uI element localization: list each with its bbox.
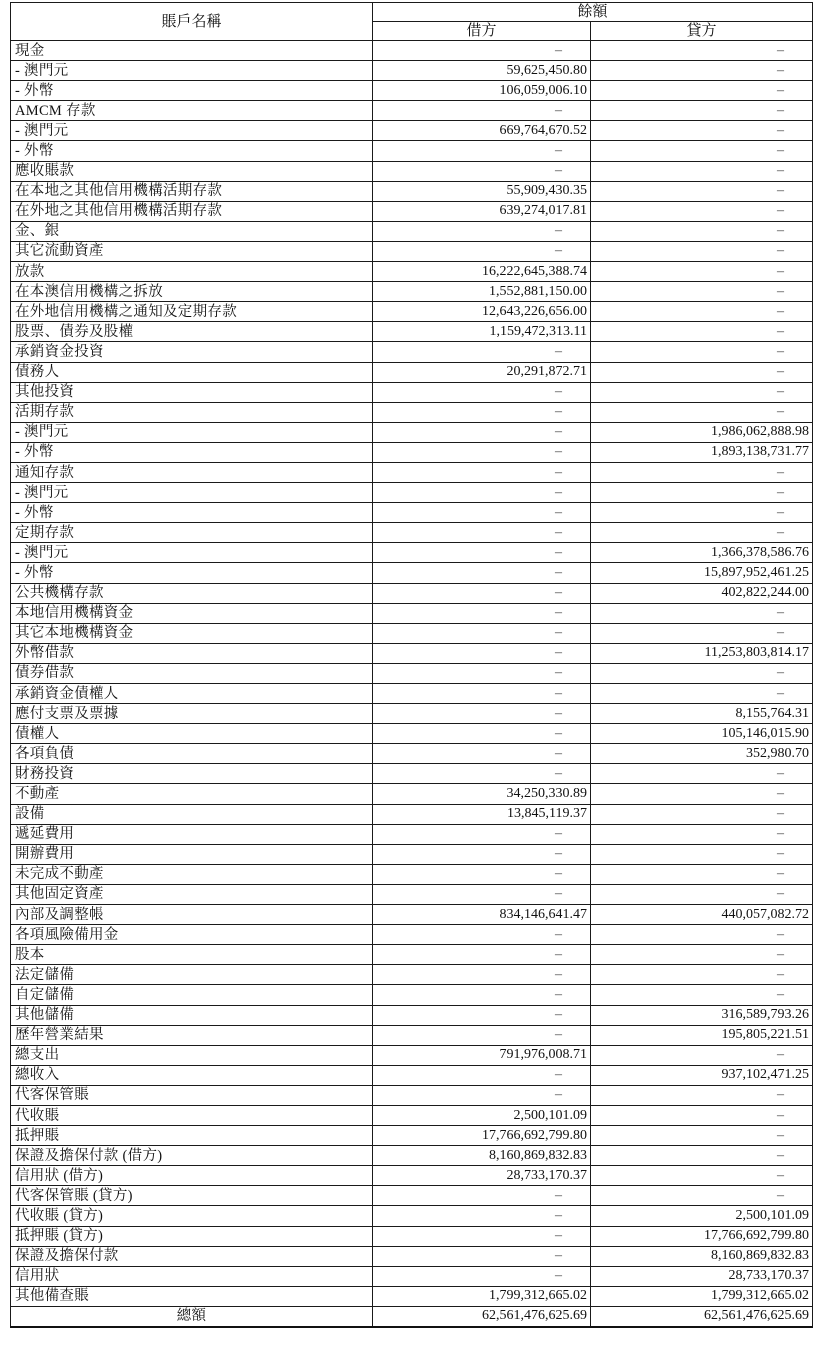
account-name-cell: 通知存款 [11,462,373,482]
table-row [11,121,813,141]
debit-cell: – [373,744,591,764]
table-row [11,1065,813,1085]
credit-cell: – [591,985,813,1005]
account-name-cell: 代收賬 [11,1105,373,1125]
account-name-cell: 在外地信用機構之通知及定期存款 [11,302,373,322]
credit-cell: – [591,684,813,704]
debit-cell: – [373,724,591,744]
credit-cell: – [591,784,813,804]
credit-cell: – [591,61,813,81]
debit-cell: – [373,965,591,985]
table-row [11,643,813,663]
table-row [11,663,813,683]
account-name-cell: 財務投資 [11,764,373,784]
account-name-cell: 其他備查賬 [11,1286,373,1306]
total-label: 總額 [11,1306,373,1327]
account-name-cell: 保證及擔保付款 (借方) [11,1146,373,1166]
account-name-cell: AMCM 存款 [11,101,373,121]
table-row [11,965,813,985]
table-row [11,1126,813,1146]
account-name-cell: 應付支票及票據 [11,704,373,724]
table-row [11,563,813,583]
debit-cell: – [373,141,591,161]
debit-cell: – [373,563,591,583]
account-name-cell: 外幣借款 [11,643,373,663]
debit-cell: 34,250,330.89 [373,784,591,804]
credit-cell: – [591,81,813,101]
credit-cell: – [591,221,813,241]
account-name-cell: 公共機構存款 [11,583,373,603]
table-row [11,704,813,724]
credit-cell: 316,589,793.26 [591,1005,813,1025]
credit-cell: 8,160,869,832.83 [591,1246,813,1266]
credit-cell: – [591,322,813,342]
credit-cell: 11,253,803,814.17 [591,643,813,663]
account-name-cell: 信用狀 [11,1266,373,1286]
credit-cell: – [591,241,813,261]
account-name-cell: 內部及調整帳 [11,905,373,925]
debit-cell: 20,291,872.71 [373,362,591,382]
account-name-cell: 承銷資金債權人 [11,684,373,704]
account-name-cell: 抵押賬 (貸方) [11,1226,373,1246]
account-name-cell: - 外幣 [11,563,373,583]
credit-cell: 2,500,101.09 [591,1206,813,1226]
debit-cell: 791,976,008.71 [373,1045,591,1065]
debit-cell: – [373,1186,591,1206]
table-row [11,1045,813,1065]
credit-cell: 105,146,015.90 [591,724,813,744]
account-name-cell: 各項負債 [11,744,373,764]
credit-cell: – [591,663,813,683]
credit-cell: 8,155,764.31 [591,704,813,724]
debit-cell: – [373,1206,591,1226]
account-name-cell: 代收賬 (貸方) [11,1206,373,1226]
credit-cell: – [591,623,813,643]
table-row [11,462,813,482]
credit-cell: – [591,342,813,362]
table-row [11,684,813,704]
debit-cell: – [373,1085,591,1105]
credit-cell: 1,893,138,731.77 [591,442,813,462]
credit-cell: – [591,201,813,221]
debit-cell: – [373,1266,591,1286]
credit-cell: – [591,121,813,141]
account-name-cell: 總收入 [11,1065,373,1085]
credit-header: 貸方 [591,22,813,41]
table-row [11,523,813,543]
debit-cell: – [373,221,591,241]
credit-cell: – [591,1085,813,1105]
account-name-cell: 股票、債券及股權 [11,322,373,342]
credit-cell: – [591,1045,813,1065]
table-row [11,402,813,422]
debit-cell: – [373,462,591,482]
account-name-cell: 開辦費用 [11,844,373,864]
table-row [11,543,813,563]
account-name-cell: 其它流動資產 [11,241,373,261]
debit-cell: – [373,1065,591,1085]
total-debit: 62,561,476,625.69 [373,1306,591,1327]
account-name-cell: 金、銀 [11,221,373,241]
debit-cell: – [373,643,591,663]
table-row [11,362,813,382]
debit-cell: 106,059,006.10 [373,81,591,101]
account-name-cell: - 澳門元 [11,121,373,141]
credit-cell: – [591,402,813,422]
trial-balance-table [10,2,813,1328]
debit-cell: – [373,925,591,945]
debit-cell: – [373,623,591,643]
table-row [11,1186,813,1206]
account-name-cell: 活期存款 [11,402,373,422]
debit-cell: – [373,684,591,704]
credit-cell: – [591,844,813,864]
account-name-cell: 遞延費用 [11,824,373,844]
credit-cell: – [591,1146,813,1166]
credit-cell: – [591,101,813,121]
credit-cell: 440,057,082.72 [591,905,813,925]
credit-cell: – [591,282,813,302]
credit-cell: – [591,161,813,181]
account-name-cell: 應收賬款 [11,161,373,181]
debit-cell: 2,500,101.09 [373,1105,591,1125]
table-row [11,1005,813,1025]
credit-cell: – [591,362,813,382]
table-row [11,864,813,884]
table-row [11,1206,813,1226]
debit-cell: – [373,884,591,904]
account-name-cell: 股本 [11,945,373,965]
table-row [11,784,813,804]
table-row [11,141,813,161]
table-row [11,1105,813,1125]
debit-cell: – [373,985,591,1005]
account-name-cell: 本地信用機構資金 [11,603,373,623]
credit-cell: – [591,925,813,945]
credit-cell: – [591,41,813,61]
credit-cell: – [591,483,813,503]
debit-cell: – [373,402,591,422]
account-name-cell: 其他固定資產 [11,884,373,904]
table-row [11,61,813,81]
account-name-cell: 未完成不動產 [11,864,373,884]
table-row [11,744,813,764]
debit-cell: 12,643,226,656.00 [373,302,591,322]
account-name-cell: - 澳門元 [11,543,373,563]
credit-cell: – [591,302,813,322]
debit-cell: 16,222,645,388.74 [373,262,591,282]
account-name-cell: 代客保管賬 [11,1085,373,1105]
credit-cell: 402,822,244.00 [591,583,813,603]
debit-cell: – [373,41,591,61]
table-row [11,925,813,945]
account-name-cell: 各項風險備用金 [11,925,373,945]
credit-cell: – [591,523,813,543]
table-row [11,503,813,523]
account-name-cell: - 澳門元 [11,61,373,81]
credit-cell: 17,766,692,799.80 [591,1226,813,1246]
debit-header: 借方 [373,22,591,41]
debit-cell: – [373,523,591,543]
debit-cell: – [373,864,591,884]
credit-cell: 195,805,221.51 [591,1025,813,1045]
account-name-cell: 總支出 [11,1045,373,1065]
table-row [11,483,813,503]
account-name-cell: 定期存款 [11,523,373,543]
credit-cell: 28,733,170.37 [591,1266,813,1286]
debit-cell: – [373,824,591,844]
credit-cell: – [591,1186,813,1206]
credit-cell: – [591,864,813,884]
account-name-cell: 抵押賬 [11,1126,373,1146]
account-name-cell: 在本澳信用機構之拆放 [11,282,373,302]
table-row [11,262,813,282]
debit-cell: – [373,1005,591,1025]
debit-cell: 639,274,017.81 [373,201,591,221]
credit-cell: – [591,945,813,965]
debit-cell: – [373,483,591,503]
account-name-cell: 自定儲備 [11,985,373,1005]
table-row [11,905,813,925]
debit-cell: – [373,603,591,623]
table-row [11,1025,813,1045]
table-row [11,764,813,784]
credit-cell: – [591,1166,813,1186]
total-row [11,1306,813,1327]
credit-cell: – [591,884,813,904]
credit-cell: – [591,824,813,844]
table-row [11,422,813,442]
table-row [11,1085,813,1105]
account-name-cell: 法定儲備 [11,965,373,985]
debit-cell: – [373,1025,591,1045]
table-row [11,603,813,623]
table-row [11,1266,813,1286]
table-row [11,282,813,302]
credit-cell: – [591,503,813,523]
table-row [11,201,813,221]
credit-cell: – [591,462,813,482]
account-name-cell: - 澳門元 [11,422,373,442]
debit-cell: 13,845,119.37 [373,804,591,824]
account-name-cell: 在外地之其他信用機構活期存款 [11,201,373,221]
table-row [11,241,813,261]
debit-cell: 28,733,170.37 [373,1166,591,1186]
debit-cell: 8,160,869,832.83 [373,1146,591,1166]
account-name-cell: 債務人 [11,362,373,382]
table-row [11,1286,813,1306]
account-name-cell: - 外幣 [11,141,373,161]
credit-cell: – [591,804,813,824]
account-name-cell: 放款 [11,262,373,282]
table-row [11,41,813,61]
debit-cell: – [373,161,591,181]
debit-cell: – [373,764,591,784]
account-name-cell: - 外幣 [11,442,373,462]
trial-balance-sheet [10,2,812,1328]
debit-cell: 1,552,881,150.00 [373,282,591,302]
table-row [11,844,813,864]
account-name-cell: - 外幣 [11,503,373,523]
account-name-cell: 歷年營業結果 [11,1025,373,1045]
account-name-cell: 債權人 [11,724,373,744]
table-row [11,342,813,362]
table-row [11,181,813,201]
table-body [11,41,813,1328]
debit-cell: 1,799,312,665.02 [373,1286,591,1306]
account-name-cell: 設備 [11,804,373,824]
account-name-cell: 其它本地機構資金 [11,623,373,643]
table-row [11,1226,813,1246]
credit-cell: 15,897,952,461.25 [591,563,813,583]
credit-cell: – [591,1126,813,1146]
account-name-cell: 在本地之其他信用機構活期存款 [11,181,373,201]
credit-cell: 1,366,378,586.76 [591,543,813,563]
account-name-cell: 債券借款 [11,663,373,683]
debit-cell: 17,766,692,799.80 [373,1126,591,1146]
table-header [11,3,813,41]
credit-cell: – [591,603,813,623]
table-row [11,1166,813,1186]
table-row [11,161,813,181]
debit-cell: 669,764,670.52 [373,121,591,141]
table-row [11,985,813,1005]
table-row [11,1246,813,1266]
debit-cell: – [373,241,591,261]
table-row [11,101,813,121]
debit-cell: 834,146,641.47 [373,905,591,925]
debit-cell: – [373,704,591,724]
debit-cell: – [373,1226,591,1246]
table-row [11,442,813,462]
account-name-cell: 其他儲備 [11,1005,373,1025]
total-credit: 62,561,476,625.69 [591,1306,813,1327]
credit-cell: – [591,965,813,985]
table-row [11,724,813,744]
debit-cell: – [373,101,591,121]
table-row [11,81,813,101]
account-name-cell: 代客保管賬 (貸方) [11,1186,373,1206]
credit-cell: – [591,382,813,402]
account-name-cell: - 澳門元 [11,483,373,503]
table-row [11,1146,813,1166]
credit-cell: – [591,764,813,784]
debit-cell: – [373,543,591,563]
debit-cell: – [373,342,591,362]
balance-header: 餘額 [373,3,813,22]
credit-cell: 1,986,062,888.98 [591,422,813,442]
credit-cell: 937,102,471.25 [591,1065,813,1085]
table-row [11,945,813,965]
account-name-cell: 現金 [11,41,373,61]
table-row [11,623,813,643]
table-row [11,302,813,322]
debit-cell: 55,909,430.35 [373,181,591,201]
debit-cell: – [373,663,591,683]
table-row [11,824,813,844]
account-name-cell: 其他投資 [11,382,373,402]
debit-cell: – [373,945,591,965]
account-name-cell: 保證及擔保付款 [11,1246,373,1266]
credit-cell: – [591,262,813,282]
account-name-cell: 信用狀 (借方) [11,1166,373,1186]
credit-cell: 352,980.70 [591,744,813,764]
debit-cell: – [373,583,591,603]
debit-cell: – [373,382,591,402]
table-row [11,322,813,342]
credit-cell: – [591,181,813,201]
debit-cell: – [373,503,591,523]
account-name-cell: - 外幣 [11,81,373,101]
debit-cell: – [373,1246,591,1266]
credit-cell: 1,799,312,665.02 [591,1286,813,1306]
table-row [11,382,813,402]
account-name-cell: 不動產 [11,784,373,804]
account-name-cell: 承銷資金投資 [11,342,373,362]
table-row [11,583,813,603]
table-row [11,804,813,824]
credit-cell: – [591,1105,813,1125]
table-row [11,221,813,241]
credit-cell: – [591,141,813,161]
account-name-header: 賬戶名稱 [11,3,373,41]
debit-cell: – [373,442,591,462]
debit-cell: – [373,844,591,864]
table-row [11,884,813,904]
debit-cell: 59,625,450.80 [373,61,591,81]
debit-cell: – [373,422,591,442]
debit-cell: 1,159,472,313.11 [373,322,591,342]
